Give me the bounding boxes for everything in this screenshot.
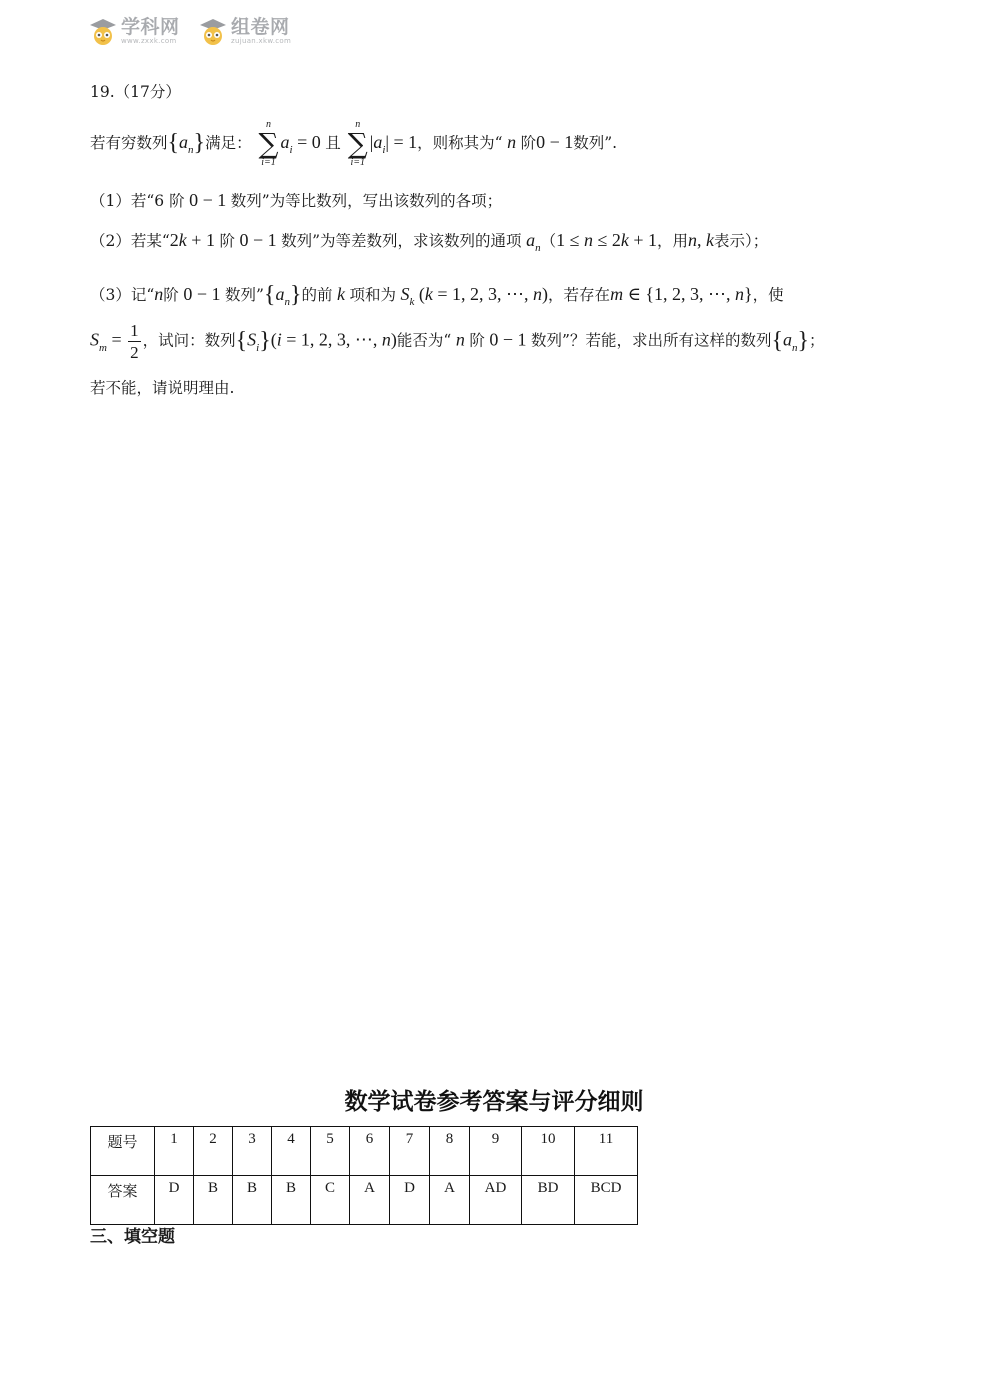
answer-cell: D bbox=[155, 1176, 194, 1225]
xuekewang-logo bbox=[88, 14, 180, 48]
answer-cell: A bbox=[430, 1176, 470, 1225]
question-number-cell: 4 bbox=[272, 1127, 311, 1176]
logo-url: zujuan.xkw.com bbox=[231, 36, 292, 45]
row-label: 题号 bbox=[91, 1127, 155, 1176]
answer-cell: A bbox=[350, 1176, 390, 1225]
zujuanwang-logo bbox=[198, 14, 291, 48]
section-heading: 三、填空题 bbox=[90, 1227, 175, 1247]
answer-key-title: 数学试卷参考答案与评分细则 bbox=[344, 1088, 644, 1115]
logo-name: 学科网 bbox=[121, 15, 180, 38]
problem-part-3: （3）记“n阶 0 − 1 数列$”\{a_n\}$的前 k 项和为 $S_k$ (k = 1, 2, 3, ⋯, n)，若存在m ∈ {1, 2, 3, ⋯, n}，使 bbox=[90, 282, 784, 308]
problem-part-1: （1）若“6 阶 0 − 1 数列”为等比数列，写出该数列的各项； bbox=[90, 190, 503, 210]
question-number-cell: 10 bbox=[522, 1127, 575, 1176]
question-number-cell: 7 bbox=[390, 1127, 430, 1176]
owl-logo-icon bbox=[198, 16, 228, 46]
problem-part-2: （2）若某“2k + 1 阶 0 − 1 数列”为等差数列，求该数列的通项 $a_n(1 \le n \le 2k + 1$，用n, k表示）； bbox=[90, 230, 769, 254]
owl-logo-icon bbox=[88, 16, 118, 46]
table-row bbox=[91, 1127, 638, 1176]
question-number-cell: 5 bbox=[311, 1127, 350, 1176]
row-label: 答案 bbox=[91, 1176, 155, 1225]
question-number-cell: 11 bbox=[575, 1127, 638, 1176]
question-number-cell: 6 bbox=[350, 1127, 390, 1176]
answer-cell: C bbox=[311, 1176, 350, 1225]
table-row bbox=[91, 1176, 638, 1225]
problem-intro: 若有穷数列$\{a_n\}$满足： n ∑ i=1 $a_i = 0$ 且 n ∑ i=1 $|a_i| = 1$，则称其为“ n 阶0 − 1数列”. bbox=[90, 119, 618, 168]
question-number-cell: 9 bbox=[470, 1127, 522, 1176]
problem-part-3-end: 若不能，请说明理由. bbox=[90, 379, 235, 397]
problem-number: 19.（17分） bbox=[90, 83, 181, 101]
answer-cell: BCD bbox=[575, 1176, 638, 1225]
answer-cell: AD bbox=[470, 1176, 522, 1225]
problem-part-3-cont: $S_m$ = $\frac{1}{2}$ ，试问：数列$\{S_i\}(i = 1$, 2, 3, ⋯, n)能否为“ n 阶 0 − 1 数列”？若能，求出所有这样的数列$\{a_n\}$； bbox=[90, 321, 825, 362]
answer-cell: D bbox=[390, 1176, 430, 1225]
logo-url: www.zxxk.com bbox=[121, 36, 177, 45]
answer-cell: B bbox=[194, 1176, 233, 1225]
question-number-cell: 3 bbox=[233, 1127, 272, 1176]
answer-cell: B bbox=[233, 1176, 272, 1225]
question-number-cell: 1 bbox=[155, 1127, 194, 1176]
question-number-cell: 8 bbox=[430, 1127, 470, 1176]
answer-cell: BD bbox=[522, 1176, 575, 1225]
question-number-cell: 2 bbox=[194, 1127, 233, 1176]
logo-name: 组卷网 bbox=[231, 15, 290, 38]
answer-table bbox=[90, 1126, 638, 1225]
answer-cell: B bbox=[272, 1176, 311, 1225]
